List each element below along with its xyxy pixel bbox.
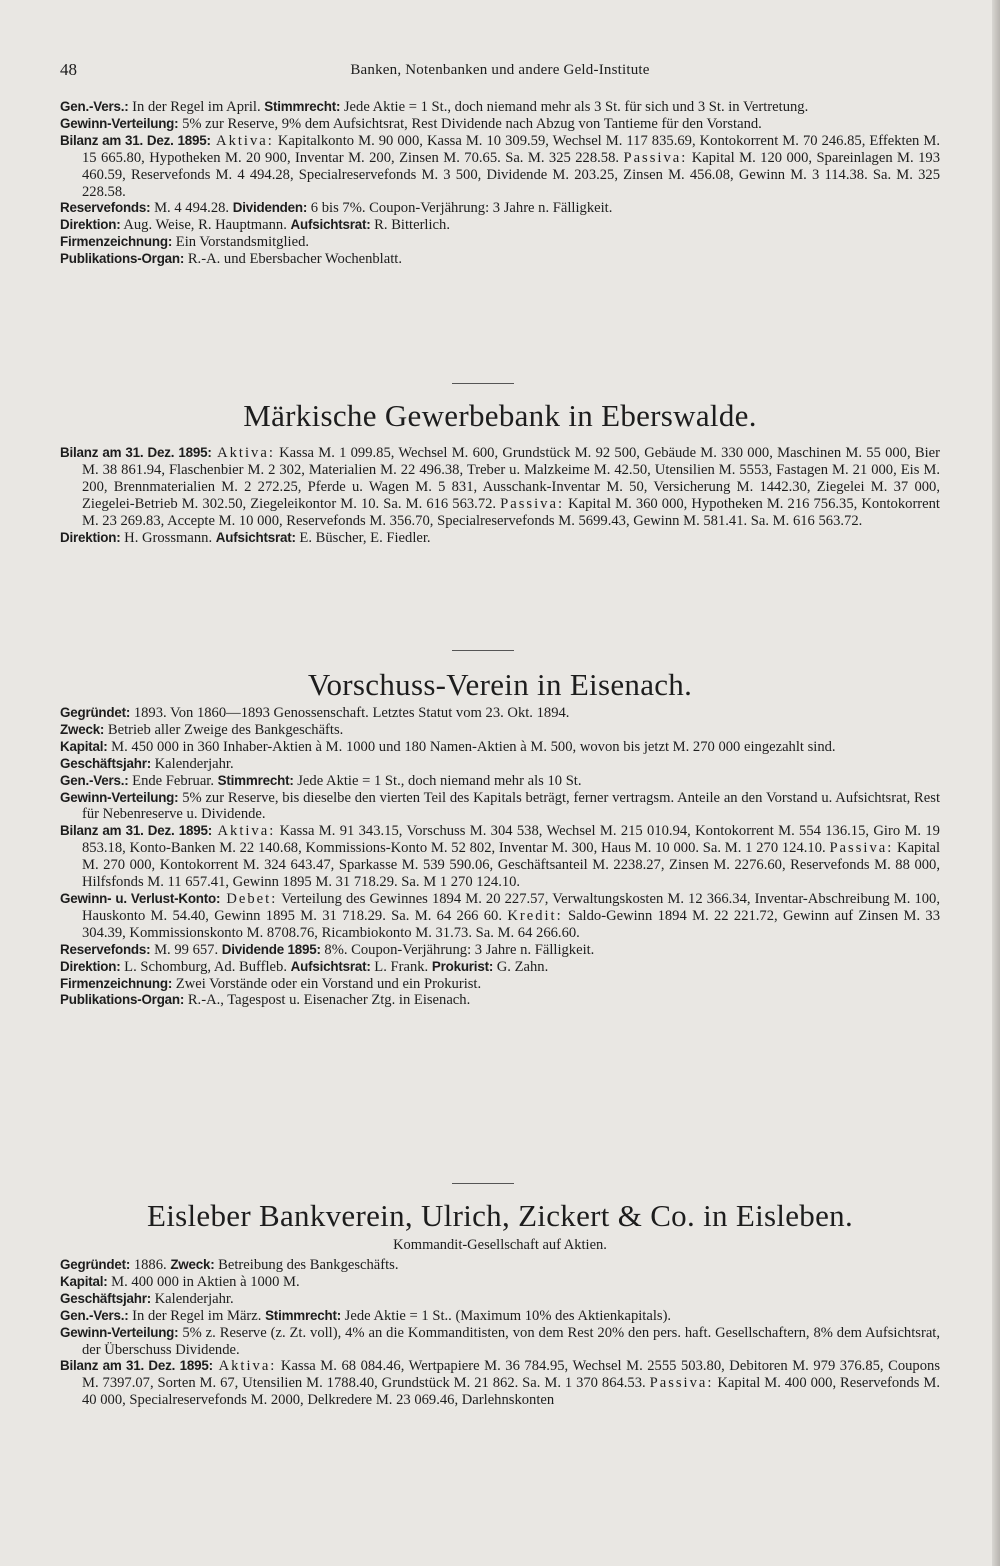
entry-text: M. 99 657. <box>150 941 222 958</box>
entry-label: Aufsichtsrat: <box>290 217 371 233</box>
entry-paragraph <box>60 234 940 251</box>
entry-paragraph <box>60 942 940 959</box>
entry-text: 5% zur Reserve, 9% dem Aufsichtsrat, Rest Dividende nach Abzug von Tantieme für den Vorstand. <box>178 115 762 132</box>
entry-paragraph <box>60 1257 940 1274</box>
entry-text: Ende Februar. <box>128 772 218 789</box>
entry-text: M. 4 494.28. <box>150 200 233 217</box>
section-3-body <box>60 1257 940 1409</box>
entry-label: Geschäftsjahr: <box>60 1290 151 1306</box>
entry-paragraph <box>60 133 940 201</box>
section-title: Märkische Gewerbebank in Eberswalde. <box>243 398 757 433</box>
entry-label: Stimmrecht: <box>264 99 341 114</box>
entry-text: Kapital M. 120 000, Spareinlagen M. 193 460.59, Reservefonds M. 4 494.28, Specialreservefonds M. 3 500, Dividende M. 203.25, Zinsen M. 456.08, Gewinn M. 3 114.38. Sa. M. 325 228.58. <box>82 149 940 200</box>
entry-text: Kapital M. 360 000, Hypotheken M. 216 756.35, Kontokorrent M. 23 269.83, Accepte M. 10 000, Reservefonds M. 356.70, Specialreservefonds M. 5699.43, Gewinn M. 581.41. Sa. M. 616 563.72. <box>82 495 940 529</box>
entry-text: Betreibung des Bankgeschäfts. <box>214 1257 399 1273</box>
entry-paragraph <box>60 1358 940 1409</box>
entry-paragraph <box>60 891 940 942</box>
entry-text: 6 bis 7%. Coupon-Verjährung: 3 Jahre n. Fälligkeit. <box>307 200 613 217</box>
entry-label: Bilanz am 31. Dez. 1895: <box>60 823 212 839</box>
entry-paragraph <box>60 976 940 993</box>
entry-label: Gen.-Vers.: <box>60 1307 129 1323</box>
entry-paragraph <box>60 959 940 976</box>
entry-label: Direktion: <box>60 529 121 545</box>
entry-text: M. 400 000 in Aktien à 1000 M. <box>107 1273 300 1290</box>
entry-text: 8%. Coupon-Verjährung: 3 Jahre n. Fälligkeit. <box>320 941 595 958</box>
entry-paragraph <box>60 722 940 739</box>
entry-label: Gen.-Vers.: <box>60 772 129 788</box>
entry-text: Kalenderjahr. <box>150 1290 234 1307</box>
entry-paragraph <box>60 1291 940 1308</box>
spaced-label: Passiva: <box>623 149 688 166</box>
entry-paragraph <box>60 823 940 891</box>
entry-paragraph <box>60 790 940 824</box>
entry-paragraph <box>60 705 940 722</box>
entry-text: R. Bitterlich. <box>370 217 450 234</box>
entry-paragraph <box>60 445 940 530</box>
entry-label: Geschäftsjahr: <box>60 755 151 771</box>
entry-text: Kassa M. 1 099.85, Wechsel M. 600, Grundstück M. 92 500, Gebäude M. 330 000, Maschinen M. 55 000, Bier M. 38 861.94, Flaschenbier M. 2 302, Materialien M. 22 496.38, Treber u. Malzkeime M. 42.50, Utensilien M. 5553, Fastagen M. 21 000, Eis M. 200, Brennmaterialien M. 2 272.25, Pferde u. Wagen M. 5 831, Ausschank-Inventar M. 50, Versicherung M. 1442.30, Ziegelei M. 37 000, Ziegelei-Betrieb M. 302.50, Ziegeleikontor M. 10. Sa. M. 616 563.72. <box>82 445 940 512</box>
entry-label: Dividende 1895: <box>221 941 321 957</box>
spaced-label: Passiva: <box>649 1375 714 1392</box>
entry-label: Gegründet: <box>60 1257 131 1272</box>
section-divider <box>452 383 514 384</box>
entry-paragraph <box>60 251 940 268</box>
section-1-body <box>60 445 940 546</box>
entry-text: Jede Aktie = 1 St., doch niemand mehr als 10 St. <box>293 772 582 789</box>
entry-text: R.-A. und Ebersbacher Wochenblatt. <box>184 251 402 268</box>
entry-text: Kassa M. 68 084.46, Wertpapiere M. 36 784.95, Wechsel M. 2555 503.80, Debitoren M. 979 376.85, Coupons M. 7397.07, Sorten M. 67, Utensilien M. 1788.40, Grundstück M. 21 862. Sa. M. 1 370 864.53. <box>82 1358 941 1392</box>
entry-paragraph <box>60 739 940 756</box>
entry-label: Publikations-Organ: <box>60 992 185 1008</box>
entry-label: Kapital: <box>60 738 108 754</box>
entry-label: Gewinn-Verteilung: <box>60 115 179 131</box>
spaced-label: Passiva: <box>500 495 564 512</box>
entry-paragraph <box>60 116 940 133</box>
entry-label: Kapital: <box>60 1273 108 1289</box>
entry-text: In der Regel im März. <box>128 1307 266 1324</box>
entry-label: Bilanz am 31. Dez. 1895: <box>60 1358 213 1374</box>
entry-text: Zwei Vorstände oder ein Vorstand und ein Prokurist. <box>172 975 482 992</box>
entry-text: Verteilung des Gewinnes 1894 M. 20 227.57, Verwaltungskosten M. 12 366.34, Inventar-Abschreibung M. 100, Hauskonto M. 54.40, Gewinn 1895 M. 31 718.29. Sa. M. 64 266 60. <box>82 890 940 924</box>
spaced-label: Aktiva: <box>210 132 274 149</box>
section-2-body <box>60 705 940 1009</box>
entry-text: 1893. Von 1860—1893 Genossenschaft. Letztes Statut vom 23. Okt. 1894. <box>130 705 570 721</box>
section-divider <box>452 1183 514 1184</box>
entry-text: L. Schomburg, Ad. Buffleb. <box>120 958 291 975</box>
entry-text: H. Grossmann. <box>120 529 216 546</box>
entry-text: 1886. <box>130 1257 171 1273</box>
entry-paragraph <box>60 99 940 116</box>
entry-text: Kalenderjahr. <box>150 755 234 772</box>
entry-text: R.-A., Tagespost u. Eisenacher Ztg. in Eisenach. <box>184 992 471 1009</box>
entry-label: Publikations-Organ: <box>60 251 185 267</box>
entry-label: Bilanz am 31. Dez. 1895: <box>60 132 211 148</box>
entry-text: M. 450 000 in 360 Inhaber-Aktien à M. 1000 und 180 Namen-Aktien à M. 500, wovon bis jetzt M. 270 000 eingezahlt sind. <box>107 738 836 755</box>
spaced-label: Aktiva: <box>211 445 275 461</box>
entry-paragraph <box>60 530 940 547</box>
page-number: 48 <box>60 60 77 79</box>
section-title: Vorschuss-Verein in Eisenach. <box>307 667 693 702</box>
entry-text: G. Zahn. <box>493 958 549 975</box>
entry-text: In der Regel im April. <box>128 99 265 115</box>
entry-label: Firmenzeichnung: <box>60 975 173 991</box>
entry-label: Aufsichtsrat: <box>290 958 371 974</box>
entry-text: Kassa M. 91 343.15, Vorschuss M. 304 538, Wechsel M. 215 010.94, Kontokorrent M. 554 136.15, Giro M. 19 853.18, Konto-Banken M. 22 140.68, Kommissions-Konto M. 52 802, Inventar M. 300, Haus M. 10 000. Sa. M. 1 270 124.10. <box>82 823 940 857</box>
spaced-label: Aktiva: <box>212 1358 277 1375</box>
entry-label: Firmenzeichnung: <box>60 234 173 250</box>
entry-label: Gewinn-Verteilung: <box>60 789 179 805</box>
spaced-label: Aktiva: <box>211 823 276 840</box>
entry-text: L. Frank. <box>370 958 432 975</box>
entry-label: Reservefonds: <box>60 941 151 957</box>
entry-paragraph <box>60 1274 940 1291</box>
entry-paragraph <box>60 773 940 790</box>
spaced-label: Debet: <box>220 890 278 907</box>
spaced-label: Passiva: <box>829 840 894 857</box>
entry-text: Kapital M. 400 000, Reservefonds M. 40 000, Specialreservefonds M. 2000, Delkredere M. 23 069.46, Darlehnskonten <box>82 1375 940 1409</box>
entry-label: Aufsichtsrat: <box>215 529 296 545</box>
running-head: Banken, Notenbanken und andere Geld-Institute <box>350 62 650 78</box>
entry-paragraph <box>60 992 940 1009</box>
entry-text: Jede Aktie = 1 St., doch niemand mehr als 3 St. für sich und 3 St. in Vertretung. <box>340 99 809 115</box>
entry-text: Ein Vorstandsmitglied. <box>172 234 310 251</box>
entry-text: Jede Aktie = 1 St.. (Maximum 10% des Aktienkapitals). <box>341 1307 672 1324</box>
entry-text: Kapitalkonto M. 90 000, Kassa M. 10 309.59, Wechsel M. 117 835.69, Kontokorrent M. 70 246.85, Effekten M. 15 665.80, Hypotheken M. 20 900, Inventar M. 200, Zinsen M. 70.65. Sa. M. 325 228.58. <box>82 132 941 166</box>
entry-label: Gen.-Vers.: <box>60 99 129 114</box>
entry-text: 5% z. Reserve (z. Zt. voll), 4% an die Kommanditisten, von dem Rest 20% den pers. haft. Gesellschaftern, 8% dem Aufsichtsrat, der Überschuss Dividende. <box>82 1324 940 1358</box>
section-divider <box>452 650 514 651</box>
spaced-label: Kredit: <box>507 907 563 924</box>
entry-paragraph <box>60 200 940 217</box>
page-edge-shadow <box>992 0 1000 1566</box>
entry-paragraph <box>60 756 940 773</box>
entry-text: 5% zur Reserve, bis dieselbe den vierten Teil des Kapitals beträgt, ferner vertragsm. Anteile an den Vorstand u. Aufsichtsrat, Rest für Nebenreserve u. Dividende. <box>82 789 940 823</box>
entry-paragraph <box>60 1325 940 1359</box>
section-0-body <box>60 99 940 268</box>
section-subtitle: Kommandit-Gesellschaft auf Aktien. <box>393 1237 607 1253</box>
entry-label: Direktion: <box>60 958 121 974</box>
entry-label: Direktion: <box>60 217 121 233</box>
entry-paragraph <box>60 217 940 234</box>
entry-label: Bilanz am 31. Dez. 1895: <box>60 445 212 460</box>
entry-text: E. Büscher, E. Fiedler. <box>295 529 431 546</box>
entry-label: Gewinn-Verteilung: <box>60 1324 179 1340</box>
entry-text: Betrieb aller Zweige des Bankgeschäfts. <box>104 721 344 738</box>
section-title: Eisleber Bankverein, Ulrich, Zickert & Co. in Eisleben. <box>146 1198 854 1233</box>
entry-label: Zweck: <box>170 1257 215 1272</box>
entry-label: Dividenden: <box>232 200 308 216</box>
entry-label: Reservefonds: <box>60 200 151 216</box>
entry-label: Gegründet: <box>60 705 131 720</box>
entry-label: Stimmrecht: <box>217 772 294 788</box>
entry-label: Zweck: <box>60 721 105 737</box>
entry-paragraph <box>60 1308 940 1325</box>
entry-label: Prokurist: <box>431 958 494 974</box>
entry-label: Gewinn- u. Verlust-Konto: <box>60 890 221 906</box>
entry-text: Saldo-Gewinn 1894 M. 22 221.72, Gewinn auf Zinsen M. 33 304.39, Kommissionskonto M. 8708.76, Ricambiokonto M. 31.73. Sa. M. 64 266.60. <box>82 907 940 941</box>
entry-label: Stimmrecht: <box>265 1307 342 1323</box>
entry-text: Aug. Weise, R. Hauptmann. <box>120 217 291 234</box>
entry-text: Kapital M. 270 000, Kontokorrent M. 324 643.47, Sparkasse M. 539 590.06, Geschäftsanteil M. 2238.27, Zinsen M. 2276.60, Reservefonds M. 88 000, Hilfsfonds M. 11 657.41, Gewinn 1895 M. 31 718.29. Sa. M 1 270 124.10. <box>82 840 940 891</box>
